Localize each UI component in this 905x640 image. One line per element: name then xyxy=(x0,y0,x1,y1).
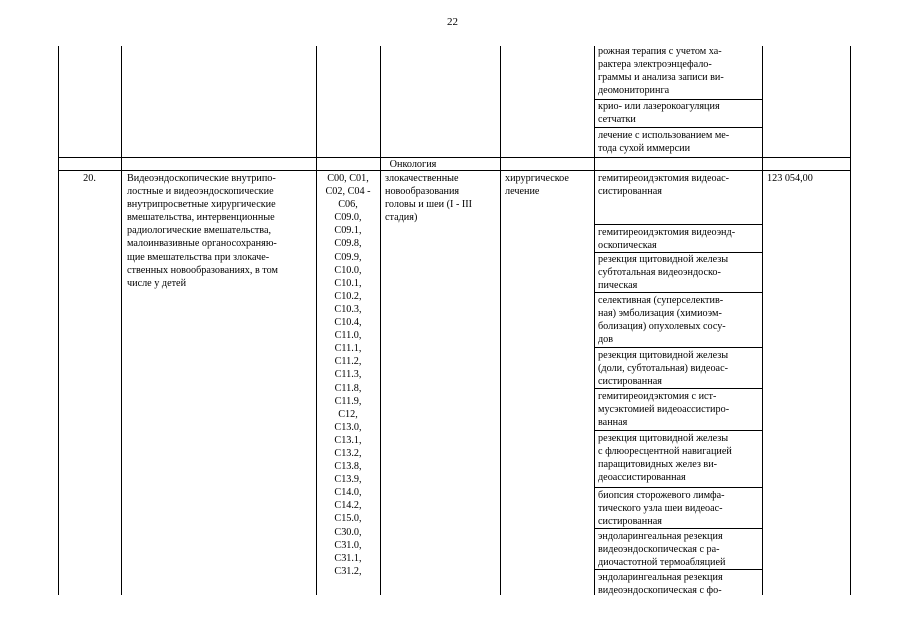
procedure-separator xyxy=(594,127,762,128)
column-divider-procedures xyxy=(762,46,763,595)
procedure-cell: лечение с использованием ме- тода сухой иммерсии xyxy=(598,130,730,155)
section-header: Онкология xyxy=(389,159,437,170)
row-number: 20. xyxy=(83,173,96,184)
procedure-cell: крио- или лазерокоагуляция сетчатки xyxy=(598,101,720,126)
table-border-left xyxy=(58,46,59,595)
column-divider-treatment xyxy=(594,46,595,595)
column-divider-codes xyxy=(380,46,381,595)
table-border-right xyxy=(850,46,851,595)
procedure-separator xyxy=(594,224,762,225)
column-divider-disease xyxy=(500,46,501,595)
column-divider-number xyxy=(121,46,122,595)
procedure-separator xyxy=(594,487,762,488)
procedure-cell: гемитиреоидэктомия видеоэнд- оскопическая xyxy=(598,227,736,252)
row-description: Видеоэндоскопические внутрипо- лостные и видеоэндоскопические внутрипросветные хирургические вмешательства, интервенционные радиологические вмешательства, малоинвазивные органосохраняю- щие вмешательства при злокаче- ственных новообразованиях, в том числе у детей xyxy=(127,173,278,289)
row-disease: злокачественные новообразования головы и шеи (I - III стадия) xyxy=(385,173,473,224)
procedure-cell: селективная (суперселектив- ная) эмболизация (химиоэм- болизация) опухолевых сосу- дов xyxy=(598,295,726,346)
procedure-cell: гемитиреоидэктомия с ист- мусэктомией видеоассистиро- ванная xyxy=(598,391,730,429)
procedure-cell: резекция щитовидной железы субтотальная видеоэндоско- пическая xyxy=(598,254,729,292)
procedure-cell: эндоларингеальная резекция видеоэндоскопическая с фо- xyxy=(598,572,723,597)
page-number: 22 xyxy=(447,16,458,28)
row-price: 123 054,00 xyxy=(767,173,813,184)
procedure-cell: резекция щитовидной железы с флюоресцентной навигацией паращитовидных желез ви- деоассистированная xyxy=(598,433,732,484)
procedure-cell: рожная терапия с учетом ха- рактера электроэнцефало- граммы и анализа записи ви- деомониторинга xyxy=(598,46,724,97)
procedure-separator xyxy=(594,430,762,431)
procedure-cell: резекция щитовидной железы (доли, субтотальная) видеоас- систированная xyxy=(598,350,729,388)
row-treatment-type: хирургическое лечение xyxy=(505,173,569,198)
procedure-cell: гемитиреоидэктомия видеоас- систированная xyxy=(598,173,729,198)
procedure-cell: биопсия сторожевого лимфа- тического узла шеи видеоас- систированная xyxy=(598,490,725,528)
procedure-separator xyxy=(594,347,762,348)
procedure-cell: эндоларингеальная резекция видеоэндоскопическая с ра- диочастотной термоабляцией xyxy=(598,531,726,569)
row-codes: C00, C01, C02, C04 - C06, C09.0, C09.1, C09.8, C09.9, C10.0, C10.1, C10.2, C10.3, C10.4, C11.0, C11.1, C11.2, C11.3, C11.8, C11.9, C12, C13.0, C13.1, C13.2, C13.8, C13.9, C14.0, C14.2, C15.0, C30.0, C31.0, C31.1, C31.2, xyxy=(325,173,371,577)
